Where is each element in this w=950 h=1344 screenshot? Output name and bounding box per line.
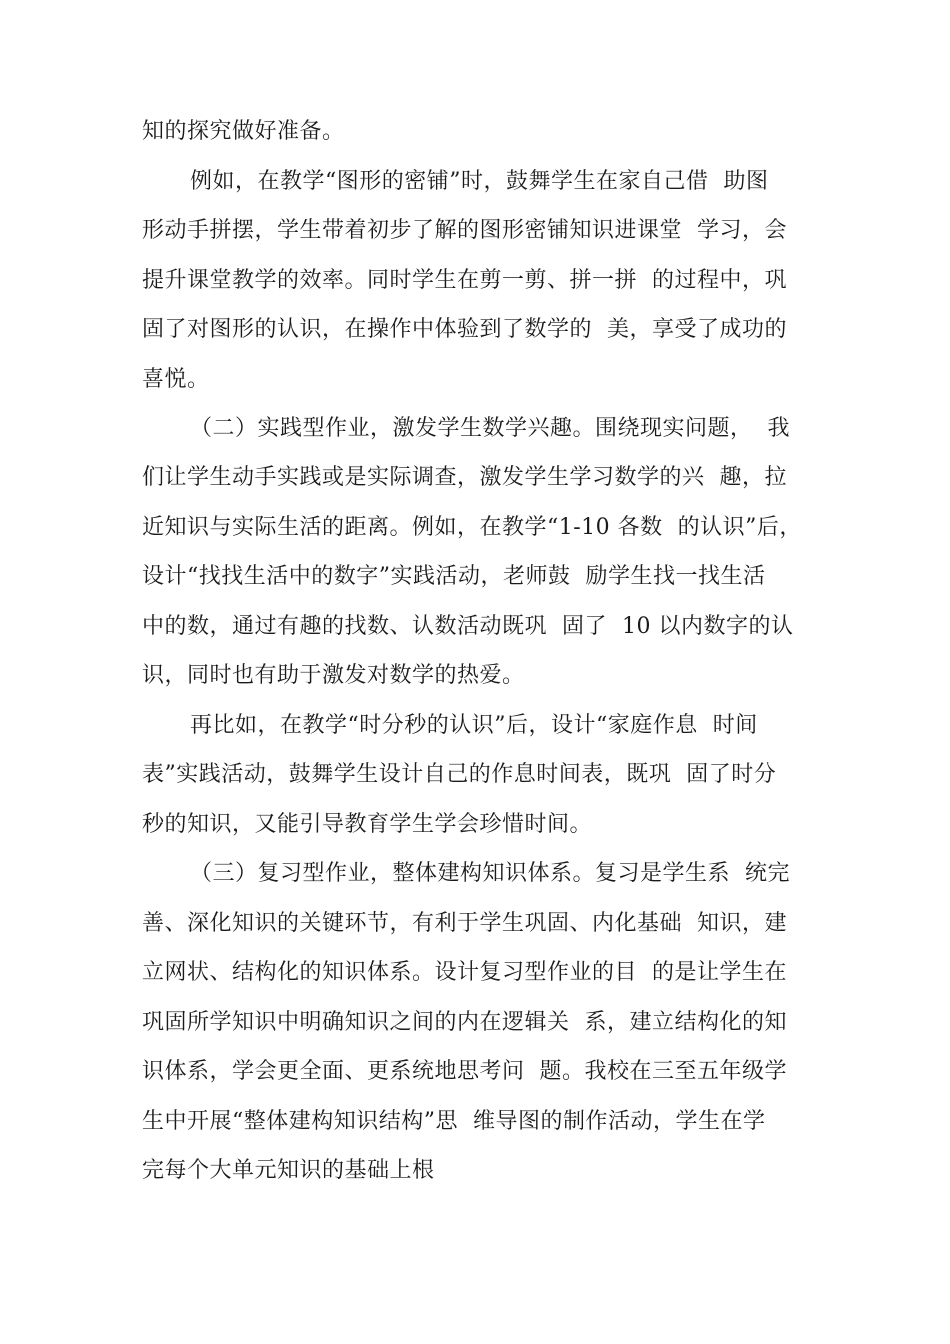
- text-line: 秒的知识，又能引导教育学生学会珍惜时间。: [142, 812, 593, 837]
- text-line: 形动手拼摆，学生带着初步了解的图形密铺知识进课堂 学习，会: [142, 218, 787, 243]
- text-line: 识体系，学会更全面、更系统地思考问 题。我校在三至五年级学: [142, 1059, 787, 1084]
- text-line: 近知识与实际生活的距离。例如，在教学“1-10 各数 的认识”后，: [142, 515, 802, 540]
- text-line: 生中开展“整体建构知识结构”思 维导图的制作活动，学生在学: [142, 1109, 766, 1134]
- text-line: 巩固所学知识中明确知识之间的内在逻辑关 系，建立结构化的知: [142, 1010, 787, 1035]
- section-heading-line: （三）复习型作业，整体建构知识体系。复习是学生系 统完: [190, 861, 790, 886]
- text-line: 喜悦。: [142, 367, 210, 392]
- text-line: 完每个大单元知识的基础上根: [142, 1158, 435, 1183]
- text-line: 识，同时也有助于激发对数学的热爱。: [142, 663, 525, 688]
- paragraph-start-line: 再比如，在教学“时分秒的认识”后，设计“家庭作息 时间: [190, 713, 758, 738]
- section-heading-line: （二）实践型作业，激发学生数学兴趣。围绕现实问题， 我: [190, 416, 790, 441]
- text-line: 们让学生动手实践或是实际调查，激发学生学习数学的兴 趣，拉: [142, 465, 787, 490]
- text-line: 提升课堂教学的效率。同时学生在剪一剪、拼一拼 的过程中，巩: [142, 268, 787, 293]
- text-line: 设计“找找生活中的数字”实践活动，老师鼓 励学生找一找生活: [142, 564, 766, 589]
- text-line: 表”实践活动，鼓舞学生设计自己的作息时间表，既巩 固了时分: [142, 762, 777, 787]
- text-line: 固了对图形的认识，在操作中体验到了数学的 美，享受了成功的: [142, 317, 787, 342]
- text-line: 中的数，通过有趣的找数、认数活动既巩 固了 10 以内数字的认: [142, 614, 794, 639]
- text-line: 知的探究做好准备。: [142, 119, 345, 144]
- paragraph-start-line: 例如，在教学“图形的密铺”时，鼓舞学生在家自己借 助图: [190, 169, 769, 194]
- text-line: 立网状、结构化的知识体系。设计复习型作业的目 的是让学生在: [142, 960, 787, 985]
- text-line: 善、深化知识的关键环节，有利于学生巩固、内化基础 知识，建: [142, 911, 787, 936]
